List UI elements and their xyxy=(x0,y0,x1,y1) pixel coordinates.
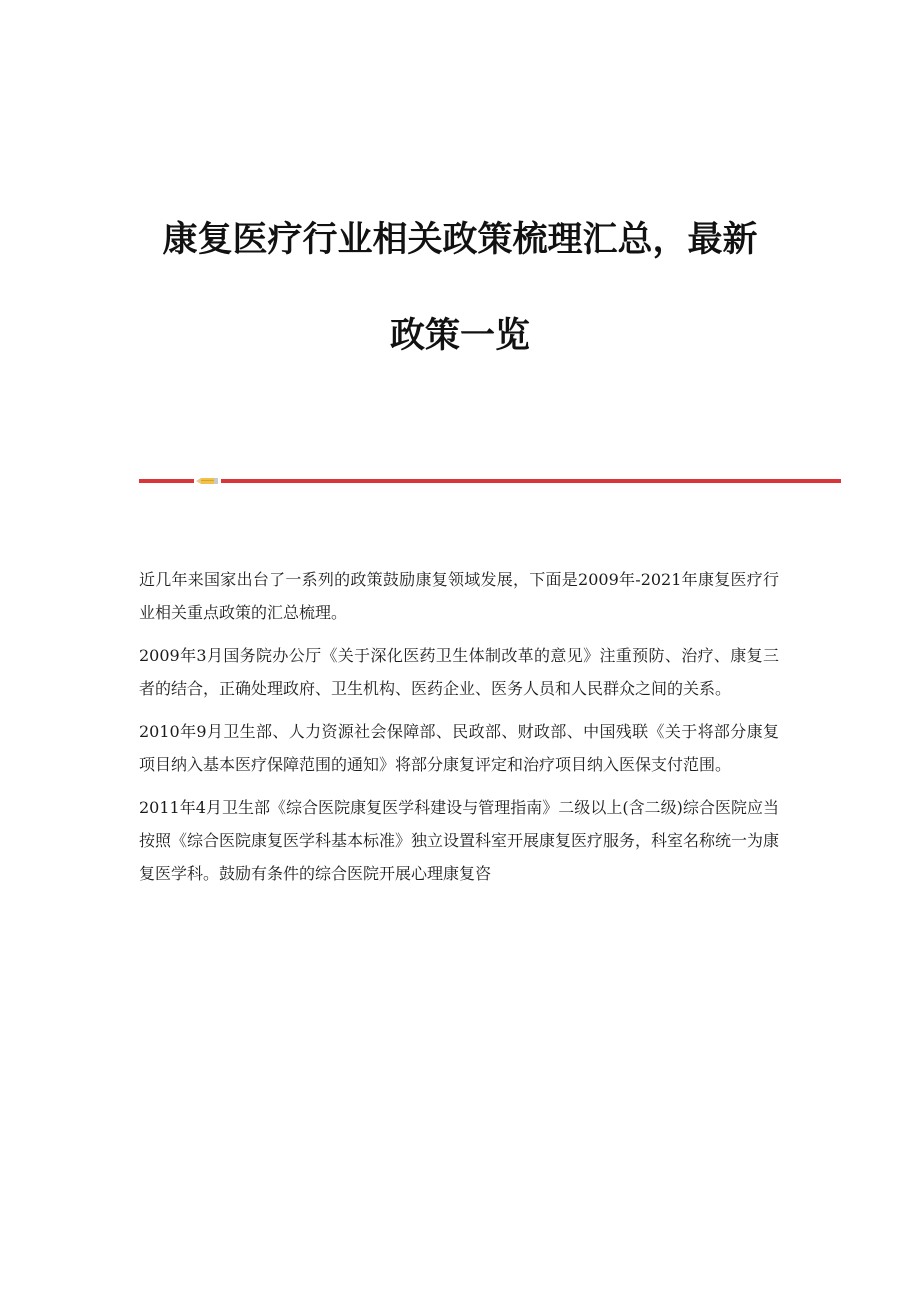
document-body xyxy=(139,563,779,900)
title-divider xyxy=(139,477,841,485)
divider-bar-left xyxy=(139,479,194,483)
document-title-line-2: 政策一览 xyxy=(389,315,530,356)
policy-paragraph-2009: 2009年3月国务院办公厅《关于深化医药卫生体制改革的意见》注重预防、治疗、康复三者的结合，正确处理政府、卫生机构、医药企业、医务人员和人民群众之间的关系。 xyxy=(139,646,779,698)
intro-paragraph: 近几年来国家出台了一系列的政策鼓励康复领域发展，下面是2009年-2021年康复医疗行业相关重点政策的汇总梳理。 xyxy=(139,570,779,622)
divider-bar-right xyxy=(221,479,841,483)
policy-paragraph-2011: 2011年4月卫生部《综合医院康复医学科建设与管理指南》二级以上(含二级)综合医院应当按照《综合医院康复医学科基本标准》独立设置科室开展康复医疗服务，科室名称统一为康复医学科。鼓励有条件的综合医院开展心理康复咨 xyxy=(139,798,780,883)
policy-paragraph-2010: 2010年9月卫生部、人力资源社会保障部、民政部、财政部、中国残联《关于将部分康复项目纳入基本医疗保障范围的通知》将部分康复评定和治疗项目纳入医保支付范围。 xyxy=(139,722,779,774)
pencil-icon xyxy=(196,477,218,485)
document-title-line-1: 康复医疗行业相关政策梳理汇总，最新 xyxy=(162,219,758,260)
